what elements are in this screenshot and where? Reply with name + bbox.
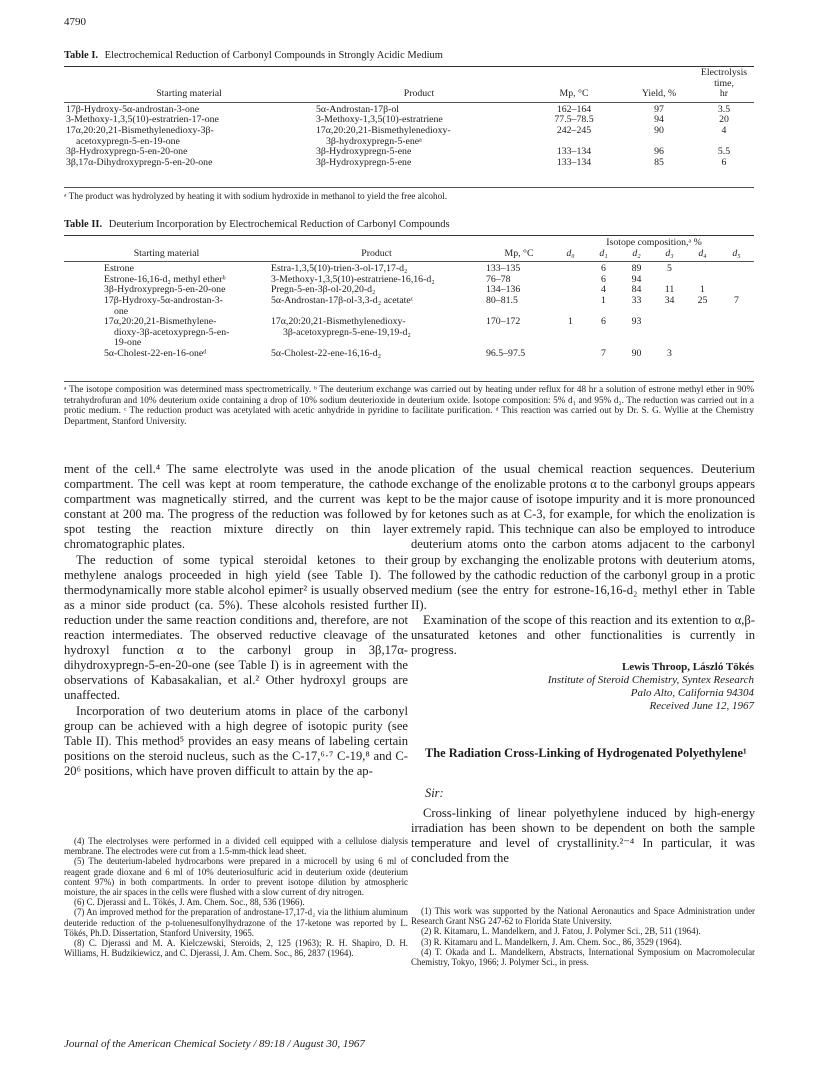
table2-title: Deuterium Incorporation by Electrochemical Reduction of Carbonyl Compounds (108, 219, 450, 230)
table2-header-product: Product (361, 247, 392, 259)
table2-cell-d4: 1 (700, 284, 705, 296)
table2-cell-d4 (686, 317, 719, 328)
table1-cell-start: 3β,17α-Dihydroxypregn-5-en-20-one (66, 156, 213, 168)
authors: Lewis Throop, László Tökés (621, 661, 754, 673)
table2-header-d5: d₅ (732, 247, 741, 259)
table1-cell-start: 3-Methoxy-1,3,5(10)-estratrien-17-one (66, 114, 219, 126)
table1-cell-product: 3β-hydroxypregn-5-eneᵃ (326, 135, 422, 147)
table1-cell-mp: 77.5–78.5 (554, 114, 594, 126)
table2-cell-start: 19-one (114, 337, 142, 349)
table1-cell-time: 3.5 (717, 103, 731, 115)
table1-cell-yield: 85 (654, 156, 664, 168)
table2-cell-d5: 7 (734, 294, 739, 306)
table1-cell-mp: 133–134 (556, 156, 592, 168)
left-paragraph-2: The reduction of some typical steroidal ketones to their methylene analogs proceeded in high yield (see Table I). The thermodynamically more stable alcohol epimer² is usually observed as a minor side product (ca. 5%). These alcohols resisted further reduction under the same reaction conditions and, therefore, are not reaction intermediates. The observed reductive cleavage of the hydroxyl function α to the carbonyl group in 3β,17α-dihydroxypregn-5-en-20-one (see Table I) is in agreement with the observations of Kabasakalian, et al.² Other hydroxyl groups are unaffected. (64, 552, 408, 703)
table1 (64, 68, 754, 168)
table1-cell-product: 5α-Androstan-17β-ol (316, 103, 400, 115)
article2-title: The Radiation Cross-Linking of Hydrogenated Polyethylene¹ (425, 746, 747, 760)
institute: Institute of Steroid Chemistry, Syntex Research (547, 674, 754, 686)
table2-cell-d4 (686, 338, 719, 349)
table2-cell-mp (484, 328, 554, 339)
table2-cell-mp: 133–135 (486, 263, 521, 275)
table2-label: Table II. (64, 219, 103, 230)
table1-cell-start: 3β-Hydroxypregn-5-en-20-one (66, 146, 188, 158)
journal-footer: Journal of the American Chemical Society / 89:18 / August 30, 1967 (64, 1038, 365, 1050)
table1-cell-product: 3-Methoxy-1,3,5(10)-estratriene (316, 114, 443, 126)
table1-cell-time: 6 (721, 156, 727, 168)
table2-header-mp: Mp, °C (504, 247, 534, 259)
table2-cell-product: 5α-Cholest-22-ene-16,16-d₂ (271, 347, 382, 359)
table1-title: Electrochemical Reduction of Carbonyl Compounds in Strongly Acidic Medium (104, 50, 443, 61)
table2-cell-d2: 93 (631, 316, 642, 328)
table2-cell-d0 (554, 296, 587, 307)
table1-cell-yield: 97 (654, 103, 664, 115)
table2-cell-product: Estra-1,3,5(10)-trien-3-ol-17,17-d₂ (271, 263, 408, 275)
author-signature (424, 661, 754, 713)
left-column (64, 462, 408, 779)
table2-cell-d2: 94 (631, 273, 642, 285)
table1-header-time-line3: hr (719, 88, 729, 100)
table2-cell-d0 (554, 285, 587, 296)
left-footnotes (64, 836, 408, 958)
table1-cell-product: 3β-Hydroxypregn-5-ene (316, 156, 412, 168)
table2-cell-d4 (686, 307, 719, 318)
table2-cell-product: Pregn-5-en-3β-ol-20,20-d₂ (271, 284, 376, 296)
table2-cell-d2: 89 (631, 263, 642, 275)
table2-cell-d5 (719, 338, 754, 349)
table1-cell-mp: 242–245 (556, 124, 592, 136)
table2-cell-d1 (587, 328, 620, 339)
table2-cell-product: 17α,20:20,21-Bismethylenedioxy- (271, 316, 406, 328)
table2-cell-d5 (719, 264, 754, 275)
table1-header-mp: Mp, °C (559, 88, 589, 100)
table1-header-time-line1: Electrolysis (700, 67, 748, 78)
table2-header-iso: Isotope composition,ᵃ % (606, 237, 702, 248)
table1-header-time-line2: time, (714, 77, 734, 89)
table1-cell-time: 5.5 (717, 146, 731, 158)
table2-cell-d3: 34 (664, 294, 675, 306)
table1-header-starting: Starting material (156, 88, 222, 100)
footnote-r1: (1) This work was supported by the National Aeronautics and Space Administration under Research Grant NSG 247-62 to Florida State University. (411, 906, 755, 927)
table1-caption (64, 50, 443, 61)
table2-cell-d3 (653, 307, 686, 318)
table2-header-d0: d₀ (566, 247, 575, 259)
table1-header-time (694, 68, 754, 100)
footnote-r3: (3) R. Kitamaru and L. Mandelkern, J. Am. Chem. Soc., 86, 3529 (1964). (421, 936, 682, 947)
table1-cell-product: 17α,20:20,21-Bismethylenedioxy- (316, 124, 451, 136)
table1-cell-time: 20 (719, 114, 729, 126)
table2-cell-d5 (719, 307, 754, 318)
right-column (411, 462, 755, 658)
table2-cell-d3: 3 (667, 347, 672, 359)
table2-cell-d5 (719, 275, 754, 286)
table2 (64, 238, 754, 360)
table2-cell-start: Estrone (104, 263, 134, 275)
table2-cell-d4 (686, 349, 719, 360)
table2-cell-d2: 90 (631, 347, 642, 359)
footnote-r4: (4) T. Okada and L. Mandelkern, Abstracts, International Symposium on Macromolecular Chemistry, Tokyo, 1966; J. Polymer Sci., in press. (411, 946, 755, 968)
table2-cell-d5 (719, 328, 754, 339)
table2-cell-d1: 1 (601, 294, 606, 306)
table2-cell-d3 (653, 328, 686, 339)
address: Palo Alto, California 94304 (630, 687, 754, 699)
table2-cell-start: 17β-Hydroxy-5α-androstan-3- (104, 294, 223, 306)
table2-cell-d5 (719, 317, 754, 328)
table2-cell-mp: 76–78 (486, 273, 511, 285)
table2-header-d2: d₂ (632, 247, 641, 259)
table2-cell-d0: 1 (568, 316, 573, 328)
footnote-5: (5) The deuterium-labeled hydrocarbons were prepared in a microcell by using 6 ml of reagent grade dioxane and 6 ml of 10% deuteriosulfuric acid in deuterium oxide (deuterium content 97%) in both compartments. In order to prevent isotope dilution by atmospheric moisture, the air spaces in the cells were flushed with a slow current of dry nitrogen. (64, 856, 408, 898)
table2-cell-d2: 84 (631, 284, 642, 296)
right-footnotes (411, 906, 755, 967)
table2-cell-product: 5α-Androstan-17β-ol-3,3-d₂ acetateᶜ (271, 294, 414, 306)
table2-header-d3: d₃ (665, 247, 674, 259)
table1-header-yield: Yield, % (641, 88, 677, 100)
table2-cell-start: 5α-Cholest-22-en-16-oneᵈ (104, 347, 207, 359)
table2-cell-d2 (620, 328, 653, 339)
table2-caption (64, 219, 450, 230)
table2-cell-d4: 25 (697, 294, 708, 306)
footnote-8: (8) C. Djerassi and M. A. Kielczewski, Steroids, 2, 125 (1963); R. H. Shapiro, D. H. Williams, H. Budzikiewicz, and C. Djerassi, J. Am. Chem. Soc., 86, 2837 (1964). (64, 938, 408, 959)
table2-cell-mp: 170–172 (486, 316, 521, 328)
page-number: 4790 (64, 16, 86, 28)
table2-cell-start: 3β-Hydroxypregn-5-en-20-one (104, 284, 226, 296)
table2-cell-d0 (554, 264, 587, 275)
table1-cell-time: 4 (721, 124, 727, 136)
table2-cell-start: Estrone-16,16-d₂ methyl etherᵇ (104, 273, 226, 285)
table2-cell-start: 17α,20:20,21-Bismethylene- (104, 316, 217, 328)
table1-cell-product: 3β-Hydroxypregn-5-ene (316, 146, 412, 158)
table2-cell-d3: 11 (664, 284, 675, 296)
table2-cell-mp: 134–136 (486, 284, 521, 296)
table2-top-rule (64, 235, 754, 236)
table2-row (64, 328, 754, 339)
table2-cell-d1: 6 (601, 273, 606, 285)
table1-row (64, 158, 754, 169)
table2-cell-d0 (554, 349, 587, 360)
table2-header-starting: Starting material (133, 247, 200, 259)
left-paragraph-1: ment of the cell.⁴ The same electrolyte was used in the anode compartment. The cell was kept at room temperature, the cathode compartment was magnetically stirred, and the current was kept constant at 200 ma. The progress of the reduction was followed by spot testing the reaction mixture directly on thin layer chromatographic plates. (64, 462, 408, 552)
table2-cell-start: dioxy-3β-acetoxypregn-5-en- (114, 326, 230, 338)
table1-cell-yield: 94 (654, 114, 664, 126)
footnote-7: (7) An improved method for the preparation of androstane-17,17-d₂ via the lithium aluminum deuteride reduction of the p-toluenesulfonylhydrazone of the 17-ketone was reported by L. Tökés, Ph.D. Dissertation, Stanford University, 1965. (64, 907, 408, 938)
table2-cell-d0 (554, 338, 587, 349)
table2-cell-mp: 96.5–97.5 (486, 347, 526, 359)
table2-cell-d1: 6 (601, 316, 606, 328)
table1-cell-start: acetoxypregn-5-en-19-one (76, 135, 180, 147)
left-paragraph-3: Incorporation of two deuterium atoms in place of the carbonyl group can be achieved with a high degree of isotopic purity (see Table II). This method⁵ provides an easy means of labeling certain positions on the steroid nucleus, such as the C-17,⁶·⁷ C-19,⁸ and C-20⁶ positions, which have proven difficult to attain by the ap- (64, 703, 408, 778)
table1-cell-yield: 90 (654, 124, 664, 136)
table2-cell-product: 3-Methoxy-1,3,5(10)-estratriene-16,16-d₂ (271, 273, 435, 285)
table2-cell-d1: 7 (601, 347, 606, 359)
table2-cell-d2: 33 (631, 294, 642, 306)
table2-cell-d0 (554, 328, 587, 339)
table2-header-d1: d₁ (599, 247, 608, 259)
table2-cell-d3 (653, 317, 686, 328)
right-paragraph-2: Examination of the scope of this reaction and its extention to α,β-unsaturated ketones and other functionalities is currently in progress. (411, 612, 755, 658)
footnote-r2: (2) R. Kitamaru, L. Mandelkern, and J. Fatou, J. Polymer Sci., 2B, 511 (1964). (421, 926, 701, 937)
table1-cell-mp: 133–134 (556, 146, 592, 158)
table1-top-rule (64, 66, 754, 67)
table1-row (64, 126, 754, 137)
table2-cell-mp: 80–81.5 (486, 294, 518, 306)
table2-cell-d1: 6 (601, 263, 606, 275)
table1-cell-yield: 96 (654, 146, 664, 158)
table2-cell-product: 3β-acetoxypregn-5-ene-19,19-d₂ (283, 326, 411, 338)
article2-salutation: Sir: (425, 786, 444, 800)
table1-cell-mp: 162–164 (556, 103, 592, 115)
table2-header-row1 (64, 238, 754, 249)
right-paragraph-1: plication of the usual chemical reaction sequences. Deuterium exchange of the enolizable protons α to the carbonyl groups appears to be the major cause of isotope impurity and it is more pronounced for ketones such as at C-3, for example, for which the enolization is extremely rapid. This technique can also be employed to introduce deuterium atoms onto the carbon atoms adjacent to the carbonyl group by exchanging the enolizable protons with deuterium atoms, followed by the cathodic reduction of the carbonyl group in a protic medium (see the entry for estrone-16,16-d₂ methyl ether in Table II). (411, 462, 755, 612)
table2-bottom-rule (64, 381, 754, 382)
table1-cell-start: 17β-Hydroxy-5α-androstan-3-one (66, 103, 200, 115)
table1-footnote: ᵃ The product was hydrolyzed by heating it with sodium hydroxide in methanol to yield the free alcohol. (64, 191, 448, 201)
table1-header-row (64, 68, 754, 100)
received-date: Received June 12, 1967 (649, 700, 754, 712)
article2-paragraph-1: Cross-linking of linear polyethylene induced by high-energy irradiation has been shown to be dependent on both the sample temperature and level of crystallinity.²⁻⁴ In particular, it was concluded from the (411, 806, 755, 866)
table1-bottom-rule (64, 187, 754, 188)
table2-cell-d3: 5 (667, 263, 672, 275)
article2-body (411, 806, 755, 866)
table2-cell-d5 (719, 349, 754, 360)
table2-footnote: ᵃ The isotope composition was determined mass spectrometrically. ᵇ The deuterium exchange was carried out by heating under reflux for 48 hr a solution of estrone methyl ether in 90% tetrahydrofuran and 10% deuterium oxide containing a drop of 10% sodium deuterioxide in deuterium oxide. Isotope composition: 5% d₁ and 95% d₂. The reduction was carried out in a protic medium. ᶜ The reduction product was acetylated with acetic anhydride in pyridine to facilitate purification. ᵈ This reaction was carried out by Dr. S. G. Wyllie at the Chemistry Department, Stanford University. (64, 384, 754, 426)
table2-cell-start: one (114, 305, 129, 317)
table1-cell-start: 17α,20:20,21-Bismethylenedioxy-3β- (66, 124, 214, 136)
footnote-6: (6) C. Djerassi and L. Tökés, J. Am. Chem. Soc., 88, 536 (1966). (74, 897, 305, 908)
table2-cell-d4 (686, 328, 719, 339)
table2-cell-d0 (554, 275, 587, 286)
footnote-4: (4) The electrolyses were performed in a divided cell equipped with a cellulose dialysis membrane. The electrodes were cut from a 1.5-mm-thick lead sheet. (64, 836, 408, 857)
table2-cell-d4 (686, 264, 719, 275)
table2-row (64, 349, 754, 360)
table2-cell-d1: 4 (601, 284, 606, 296)
table1-header-product: Product (403, 88, 435, 100)
table2-header-d4: d₄ (698, 247, 707, 259)
table1-label: Table I. (64, 50, 99, 61)
table2-row (64, 296, 754, 307)
